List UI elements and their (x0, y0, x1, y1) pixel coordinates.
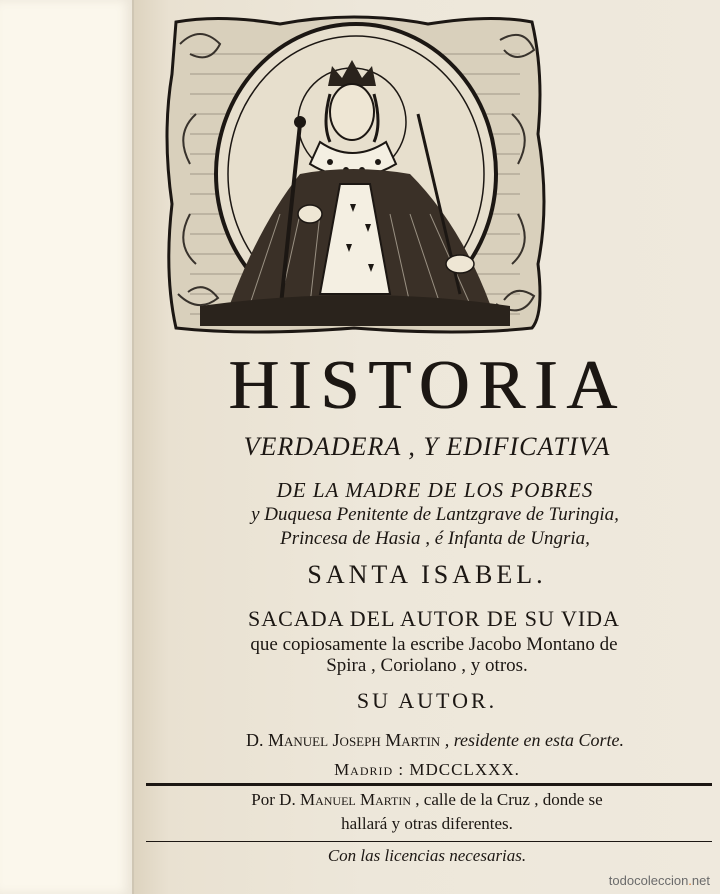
printer-name: D. Manuel Martin (279, 790, 412, 809)
author-residence: , residente en esta Corte. (444, 730, 624, 750)
author-line (150, 730, 720, 751)
woodcut-illustration (160, 14, 548, 336)
subtitle-line: Princesa de Hasia , é Infanta de Ungria, (280, 528, 590, 549)
author-name: D. Manuel Joseph Martin (246, 730, 441, 750)
printer-prefix: Por (251, 790, 280, 809)
imprint: Madrid : MDCCLXXX. (334, 760, 520, 779)
watermark: todocoleccion.net (608, 873, 710, 888)
divider-rule (146, 783, 712, 786)
divider-rule (146, 841, 712, 842)
book-title: HISTORIA (228, 347, 626, 424)
subtitle-line: VERDADERA , Y EDIFICATIVA (243, 432, 611, 461)
licenses-line: Con las licencias necesarias. (327, 846, 527, 865)
saint-name: SANTA ISABEL. (307, 560, 547, 589)
book-spine-edge (0, 0, 134, 894)
printer-address: , calle de la Cruz , donde se (411, 790, 603, 809)
source-line: Spira , Coriolano , y otros. (326, 655, 528, 676)
source-line: que copiosamente la escribe Jacobo Montano de (250, 634, 618, 655)
printer-line: hallará y otras diferentes. (341, 814, 513, 833)
author-heading: SU AUTOR. (356, 688, 498, 713)
source-line: SACADA DEL AUTOR DE SU VIDA (248, 606, 620, 631)
subtitle-line: DE LA MADRE DE LOS POBRES (276, 478, 594, 502)
printer-line (134, 790, 720, 810)
subtitle-line: y Duquesa Penitente de Lantzgrave de Turingia, (251, 504, 619, 525)
